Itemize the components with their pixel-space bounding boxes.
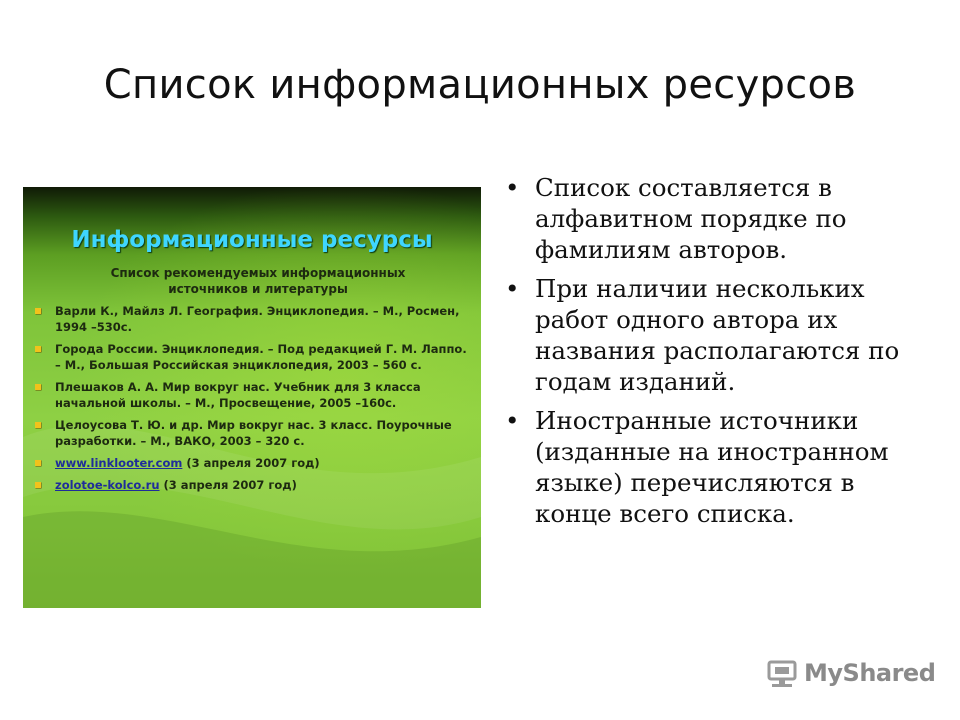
bullet-icon: • [505, 406, 520, 435]
bullet-text: Список составляется в алфавитном порядке по фамилиям авторов. [535, 173, 847, 264]
reference-text: Варли К., Майлз Л. География. Энциклопедия. – М., Росмен, 1994 –530с. [55, 304, 460, 334]
bullet-item [503, 405, 923, 529]
reference-date: (3 апреля 2007 год) [159, 478, 297, 492]
reference-link[interactable]: zolotoe-kolco.ru [55, 478, 160, 492]
square-bullet-icon [35, 422, 41, 428]
reference-item [33, 417, 473, 449]
reference-item [33, 477, 473, 493]
slide-title: Список информационных ресурсов [103, 62, 857, 108]
embedded-slide-image [23, 187, 481, 608]
myshared-watermark[interactable] [766, 655, 936, 695]
reference-link[interactable]: www.linklooter.com [55, 456, 183, 470]
reference-list [33, 303, 473, 499]
image-subtitle-line2: источников и литературы [168, 282, 348, 296]
bullet-icon: • [505, 274, 520, 303]
bullet-list [503, 172, 923, 537]
image-subtitle [83, 265, 433, 297]
square-bullet-icon [35, 460, 41, 466]
square-bullet-icon [35, 346, 41, 352]
bullet-item [503, 273, 923, 397]
bullet-icon: • [505, 173, 520, 202]
reference-text: Плешаков А. А. Мир вокруг нас. Учебник для 3 класса начальной школы. – М., Просвещение, 2005 –160с. [55, 380, 421, 410]
bullet-item [503, 172, 923, 265]
reference-item [33, 379, 473, 411]
bullet-text: При наличии нескольких работ одного автора их названия располагаются по годам изданий. [535, 274, 900, 396]
image-subtitle-line1: Список рекомендуемых информационных [110, 266, 406, 280]
reference-text: Целоусова Т. Ю. и др. Мир вокруг нас. 3 класс. Поурочные разработки. – М., ВАКО, 2003 – 320 с. [55, 418, 452, 448]
square-bullet-icon [35, 482, 41, 488]
reference-item [33, 341, 473, 373]
myshared-logo-icon [766, 659, 800, 689]
reference-text: Города России. Энциклопедия. – Под редакцией Г. М. Лаппо. – М., Большая Российская энциклопедия, 2003 – 560 с. [55, 342, 467, 372]
watermark-text: MyShared [804, 659, 936, 687]
square-bullet-icon [35, 384, 41, 390]
reference-item [33, 303, 473, 335]
reference-date: (3 апреля 2007 год) [182, 456, 320, 470]
image-title: Информационные ресурсы [71, 227, 433, 253]
bullet-text: Иностранные источники (изданные на иностранном языке) перечисляются в конце всего списка. [535, 406, 889, 528]
reference-item [33, 455, 473, 471]
square-bullet-icon [35, 308, 41, 314]
